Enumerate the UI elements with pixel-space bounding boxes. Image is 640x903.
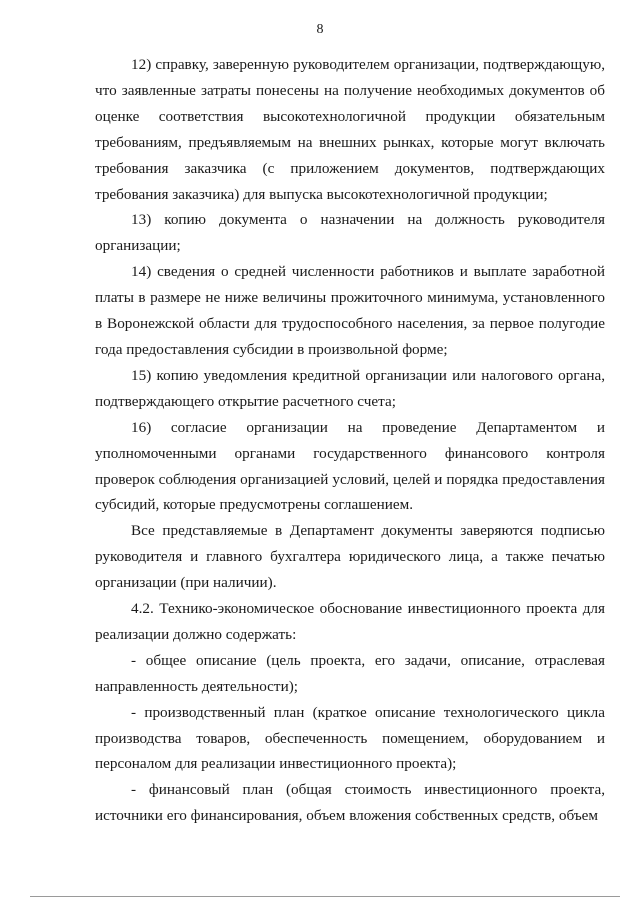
list-item-production-plan: - производственный план (краткое описание технологического цикла производства товаров, обеспеченность помещением, оборудованием и персоналом для реализации инвестиционного проекта); xyxy=(95,703,605,773)
paragraph-certification: Все представляемые в Департамент документы заверяются подписью руководителя и главного бухгалтера юридического лица, а также печатью организации (при наличии). xyxy=(95,522,605,592)
paragraph-item-12: 12) справку, заверенную руководителем организации, подтверждающую, что заявленные затраты понесены на получение необходимых документов об оценке соответствия высокотехнологичной продукции обязательным требованиям, предъявляемым на внешних рынках, которые могут включать требования заказчика (с приложением документов, подтверждающих требования заказчика) для выпуска высокотехнологичной продукции; xyxy=(95,56,605,203)
paragraph-section-4-2: 4.2. Технико-экономическое обоснование инвестиционного проекта для реализации должно содержать: xyxy=(95,600,605,643)
paragraph-item-14: 14) сведения о средней численности работников и выплате заработной платы в размере не ниже величины прожиточного минимума, установленного в Воронежской области для трудоспособного населения, за первое полугодие года предоставления субсидии в произвольной форме; xyxy=(95,263,605,358)
scan-edge-line xyxy=(30,896,620,897)
page-number: 8 xyxy=(316,22,324,37)
paragraph-item-15: 15) копию уведомления кредитной организации или налогового органа, подтверждающего открытие расчетного счета; xyxy=(95,366,605,410)
paragraph-item-13: 13) копию документа о назначении на должность руководителя организации; xyxy=(95,211,605,255)
document-body xyxy=(95,52,605,829)
list-item-general-description: - общее описание (цель проекта, его задачи, описание, отраслевая направленность деятельности); xyxy=(95,651,605,695)
paragraph-item-16: 16) согласие организации на проведение Департаментом и уполномоченными органами государственного финансового контроля проверок соблюдения организацией условий, целей и порядка предоставления субсидий, которые предусмотрены соглашением. xyxy=(95,418,605,514)
list-item-financial-plan: - финансовый план (общая стоимость инвестиционного проекта, источники его финансирования, объем вложения собственных средств, объем xyxy=(95,781,605,825)
